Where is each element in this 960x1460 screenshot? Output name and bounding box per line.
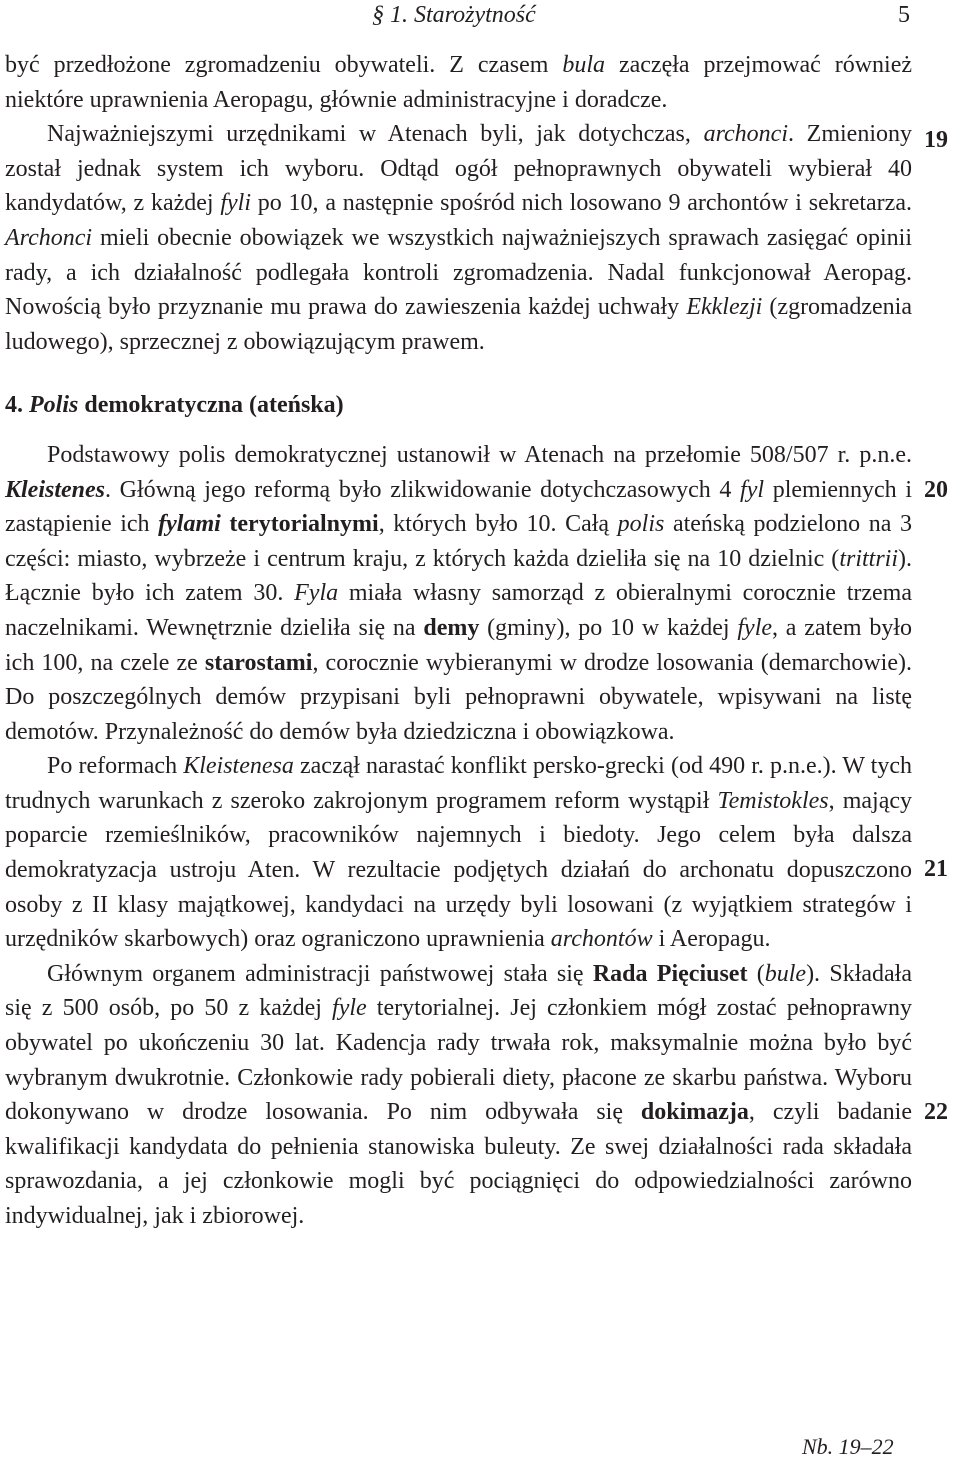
section-heading: 4. Polis demokratyczna (ateńska) (5, 392, 344, 419)
paragraph-3: Podstawowy polis demokratycznej ustanowił w Atenach na przełomie 508/507 r. p.n.e. Kleistenes. Główną jego reformą było zlikwidowanie dotychczasowych 4 fyl plemiennych i zastąpienie ich fylami terytorialnymi, których było 10. Całą polis ateńską podzielono na 3 części: miasto, wybrzeże i centrum kraju, z których każda dzieliła się na 10 dzielnic (trittrii). Łącznie było ich zatem 30. Fyla miała własny samorząd z obieralnymi corocznie trzema naczelnikami. Wewnętrznie dzieliła się na demy (gminy), po 10 w każdej fyle, a zatem było ich 100, na czele ze starostami, corocznie wybieranymi w drodze losowania (demarchowie). Do poszczególnych demów przypisani byli pełnoprawni obywatele, wpisywani na listę demotów. Przynależność do demów była dziedziczna i obowiązkowa. (5, 441, 913, 745)
page-number: 5 (898, 2, 910, 28)
footer-reference: Nb. 19–22 (802, 1434, 894, 1459)
body-text (5, 48, 912, 1234)
paragraph-5: Głównym organem administracji państwowej stała się Rada Pięciuset (bule). Składała się z 500 osób, po 50 z każdej fyle terytorialnej. Jej członkiem mógł zostać pełnoprawny obywatel po ukończeniu 30 lat. Kadencja rady trwała rok, maksymalnie można było być wybranym dwukrotnie. Członkowie rady pobierali diety, płacone ze skarbu państwa. Wyboru dokonywano w drodze losowania. Po nim odbywała się dokimazja, czyli badanie kwalifikacji kandydata do pełnienia stanowiska buleuty. Ze swej działalności rada składała sprawozdania, a jej członkowie mogli być pociągnięci do odpowiedzialności zarówno indywidualnej, jak i zbiorowej. (5, 960, 913, 1229)
margin-number: 21 (924, 856, 948, 882)
margin-number: 19 (924, 127, 948, 153)
paragraph-2: Najważniejszymi urzędnikami w Atenach byli, jak dotychczas, archonci. Zmieniony został jednak system ich wyboru. Odtąd ogół pełnoprawnych obywateli wybierał 40 kandydatów, z każdej fyli po 10, a następnie spośród nich losowano 9 archontów i sekretarza. Archonci mieli obecnie obowiązek we wszystkich najważniejszych sprawach zasięgać opinii rady, a ich działalność podlegała kontroli zgromadzenia. Nadal funkcjonował Aeropag. Nowością było przyznanie mu prawa do zawieszenia każdej uchwały Ekklezji (zgromadzenia ludowego), sprzecznej z obowiązującym prawem. (5, 121, 913, 355)
section-reference: § 1. Starożytność (372, 2, 536, 28)
paragraph-1: być przedłożone zgromadzeniu obywateli. Z czasem bula zaczęła przejmować również niektóre uprawnienia Aeropagu, głównie administracyjne i doradcze. (5, 52, 912, 113)
margin-number: 22 (924, 1099, 948, 1125)
paragraph-4: Po reformach Kleistenesa zaczął narastać konflikt persko-grecki (od 490 r. p.n.e.). W tych trudnych warunkach z szeroko zakrojonym programem reform wystąpił Temistokles, mający poparcie rzemieślników, pracowników najemnych i biedoty. Jego celem była dalsza demokratyzacja ustroju Aten. W rezultacie podjętych działań do archonatu dopuszczono osoby z II klasy majątkowej, kandydaci na urzędy byli losowani (z wyjątkiem strategów i urzędników skarbowych) oraz ograniczono uprawnienia archontów i Aeropagu. (5, 753, 913, 953)
margin-number: 20 (924, 477, 948, 503)
running-header (0, 2, 960, 34)
